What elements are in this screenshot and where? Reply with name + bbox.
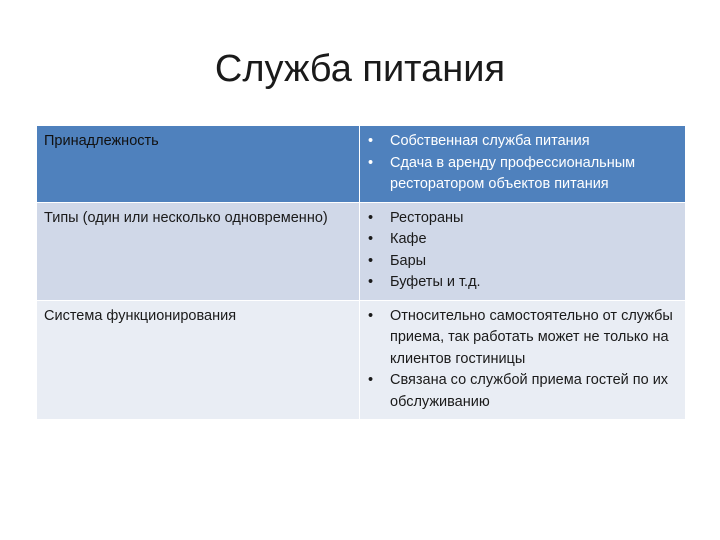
list-item (366, 131, 679, 153)
bullet-dot-icon: • (368, 372, 374, 388)
row-label-types: Типы (один или несколько одновременно) (44, 209, 328, 226)
list-item-text: Сдача в аренду профессиональным ресторатором объектов питания (390, 154, 636, 192)
bullet-list (360, 301, 685, 420)
list-item-text: Собственная служба питания (390, 133, 590, 149)
bullet-dot-icon: • (368, 274, 374, 290)
table-cell-values (360, 126, 686, 202)
info-table (37, 126, 685, 419)
list-item (366, 208, 679, 230)
list-item (366, 229, 679, 251)
row-label-ownership: Принадлежность (44, 133, 159, 149)
list-item-text: Кафе (390, 231, 427, 247)
bullet-dot-icon: • (368, 231, 374, 247)
table-cell-values (360, 202, 686, 300)
list-item-text: Относительно самостоятельно от службы приема, так работать может не только на клиентов гостиницы (390, 307, 673, 367)
table-cell-label (37, 202, 360, 300)
bullet-dot-icon: • (368, 252, 374, 269)
table-row-types (37, 202, 685, 300)
bullet-dot-icon: • (368, 133, 374, 149)
table-cell-label (37, 300, 360, 419)
bullet-list (360, 126, 685, 202)
list-item-text: Буфеты и т.д. (390, 274, 481, 290)
list-item-text: Бары (390, 252, 427, 269)
row-label-operation: Система функционирования (44, 307, 237, 324)
list-item-text: Связана со службой приема гостей по их обслуживанию (390, 372, 669, 410)
list-item-text: Рестораны (390, 209, 464, 226)
bullet-dot-icon: • (368, 154, 374, 171)
bullet-dot-icon: • (368, 209, 374, 226)
list-item (366, 251, 679, 273)
table-row-ownership (37, 126, 685, 202)
list-item (366, 306, 679, 371)
bullet-dot-icon: • (368, 307, 374, 324)
slide-title: Служба питания (214, 48, 506, 90)
list-item (366, 370, 679, 413)
table-row-operation (37, 300, 685, 419)
table-cell-values (360, 300, 686, 419)
table-cell-label (37, 126, 360, 202)
bullet-list (360, 203, 685, 300)
list-item (366, 153, 679, 196)
list-item (366, 272, 679, 294)
